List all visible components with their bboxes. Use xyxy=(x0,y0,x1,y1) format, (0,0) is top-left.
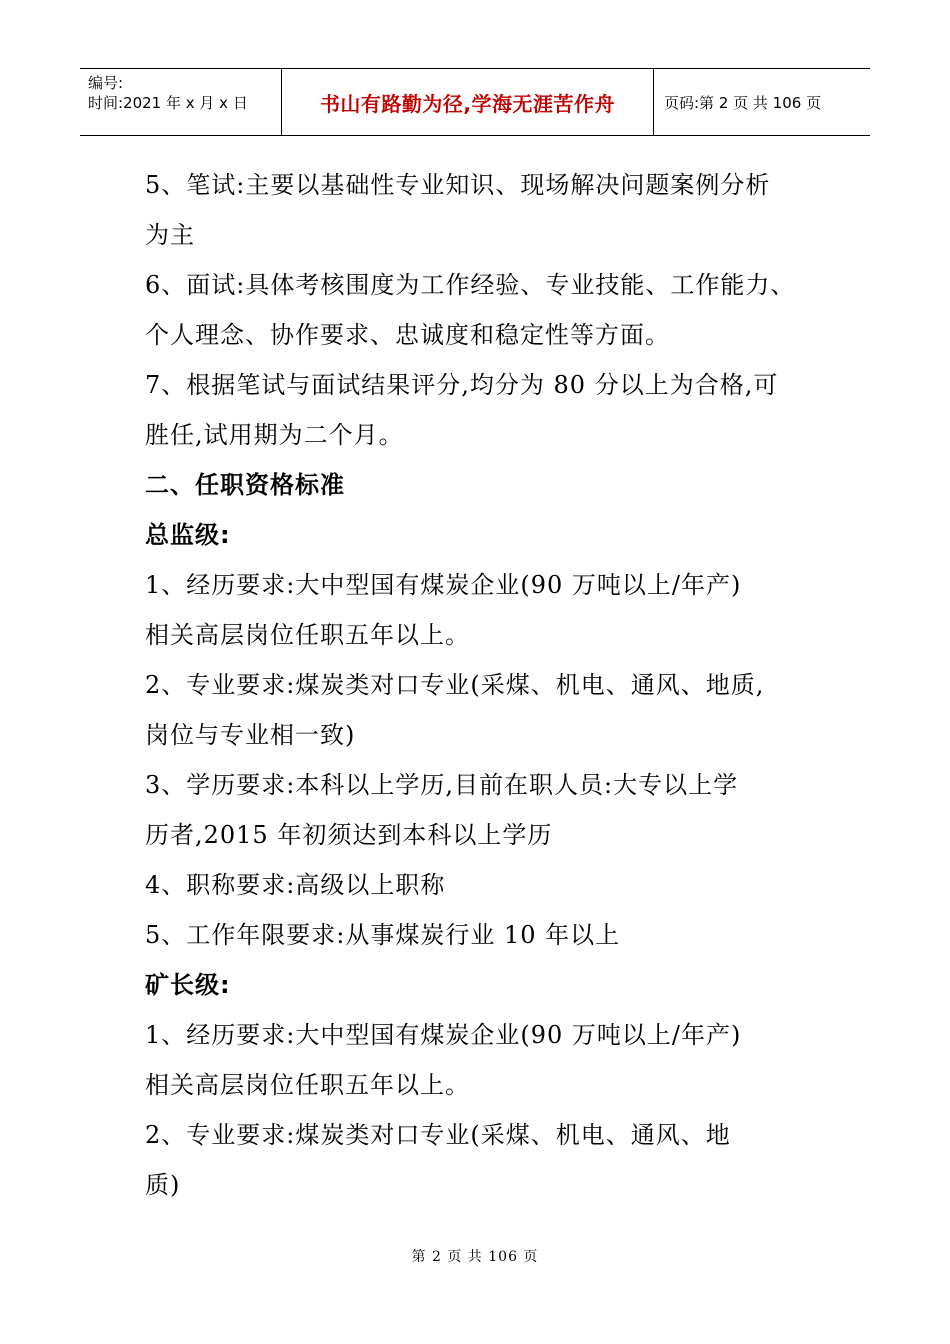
document-date: 时间:2021 年 x 月 x 日 xyxy=(88,94,248,112)
body-line: 7、根据笔试与面试结果评分,均分为 80 分以上为合格,可 xyxy=(145,371,779,399)
body-line: 1、经历要求:大中型国有煤炭企业(90 万吨以上/年产) xyxy=(145,571,742,599)
body-line: 相关高层岗位任职五年以上。 xyxy=(145,621,470,649)
body-line: 质) xyxy=(145,1171,181,1199)
body-line: 6、面试:具体考核围度为工作经验、专业技能、工作能力、 xyxy=(145,271,796,299)
subsection-heading: 矿长级: xyxy=(145,971,231,999)
body-line: 2、专业要求:煤炭类对口专业(采煤、机电、通风、地质, xyxy=(145,671,765,699)
document-number-label: 编号: xyxy=(88,74,124,92)
body-line: 相关高层岗位任职五年以上。 xyxy=(145,1071,470,1099)
body-line: 5、工作年限要求:从事煤炭行业 10 年以上 xyxy=(145,921,621,949)
subsection-heading: 总监级: xyxy=(145,521,231,549)
body-line: 为主 xyxy=(145,221,195,249)
header-motto: 书山有路勤为径,学海无涯苦作舟 xyxy=(282,69,654,135)
body-line: 2、专业要求:煤炭类对口专业(采煤、机电、通风、地 xyxy=(145,1121,731,1149)
body-line: 个人理念、协作要求、忠诚度和稳定性等方面。 xyxy=(145,321,670,349)
body-line: 1、经历要求:大中型国有煤炭企业(90 万吨以上/年产) xyxy=(145,1021,742,1049)
body-line: 历者,2015 年初须达到本科以上学历 xyxy=(145,821,553,849)
section-heading: 二、任职资格标准 xyxy=(145,471,345,499)
body-line: 3、学历要求:本科以上学历,目前在职人员:大专以上学 xyxy=(145,771,739,799)
page-footer: 第 2 页 共 106 页 xyxy=(411,1249,539,1265)
header-meta xyxy=(80,69,282,135)
page-header xyxy=(80,68,870,136)
body-line: 5、笔试:主要以基础性专业知识、现场解决问题案例分析 xyxy=(145,171,771,199)
document-body xyxy=(145,160,835,1210)
header-page-number: 页码:第 2 页 共 106 页 xyxy=(664,93,822,112)
body-line: 胜任,试用期为二个月。 xyxy=(145,421,404,449)
body-line: 4、职称要求:高级以上职称 xyxy=(145,871,446,899)
body-line: 岗位与专业相一致) xyxy=(145,721,356,749)
